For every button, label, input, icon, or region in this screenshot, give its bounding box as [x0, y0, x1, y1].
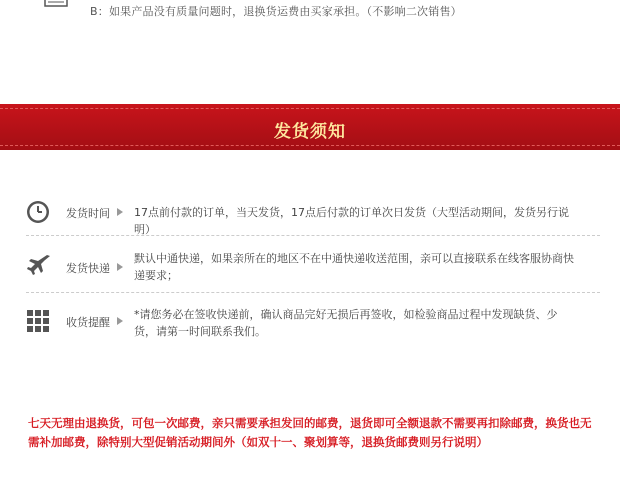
row-text: 17点前付款的订单，当天发货，17点后付款的订单次日发货（大型活动期间，发货另行说明）	[134, 206, 569, 236]
divider	[26, 235, 600, 236]
courier-row	[26, 248, 600, 288]
arrow-right-icon	[117, 263, 123, 271]
return-policy-tail	[0, 0, 620, 30]
shipping-time-row	[26, 198, 600, 236]
shipping-notice-banner	[0, 104, 620, 150]
return-exchange-notice: 七天无理由退换货，可包一次邮费，亲只需要承担发回的邮费，退货即可全额退款不需要再扣除邮费，换货也无需补加邮费，除特别大型促销活动期间外（如双十一、聚划算等，退换货邮费则另行说明）	[28, 416, 592, 449]
airplane-icon	[26, 252, 52, 278]
banner-title: 发货须知	[274, 122, 346, 142]
arrow-right-icon	[117, 317, 123, 325]
document-icon	[44, 0, 70, 8]
row-label: 收货提醒	[66, 316, 110, 329]
row-label: 发货快递	[66, 262, 110, 275]
arrow-right-icon	[117, 208, 123, 216]
grid-icon	[26, 309, 50, 333]
row-text: 默认中通快递，如果亲所在的地区不在中通快递收送范围，亲可以直接联系在线客服协商快递要求；	[134, 252, 574, 282]
receipt-reminder-row	[26, 306, 600, 346]
row-text: *请您务必在签收快递前，确认商品完好无损后再签收，如检验商品过程中发现缺货、少货，请第一时间联系我们。	[134, 308, 558, 338]
row-label: 发货时间	[66, 207, 110, 220]
clock-icon	[26, 200, 50, 224]
divider	[26, 292, 600, 293]
policy-line-b: B：如果产品没有质量问题时，退换货运费由买家承担。（不影响二次销售）	[90, 5, 462, 18]
